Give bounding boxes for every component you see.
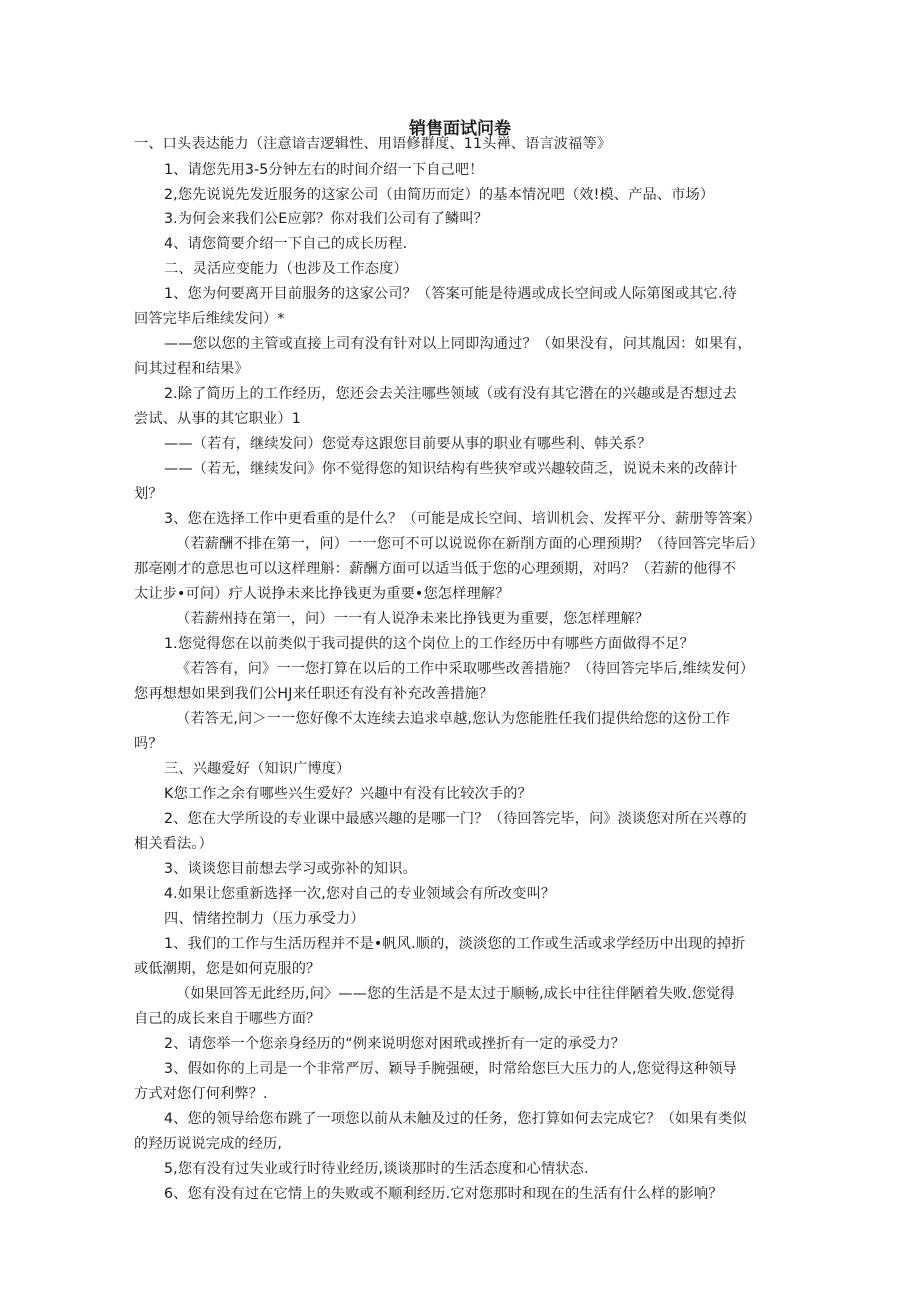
section-heading-2: 二、灵活应变能力（也涉及工作态度）: [164, 261, 408, 277]
question-line: 尝试、从事的其它职业）1: [134, 411, 301, 427]
question-line: 回答完毕后维续发问）*: [134, 311, 285, 327]
question-line: 3.为何会来我们公E应郭？你对我们公司有了鳞叫？: [164, 211, 489, 227]
question-line: 3、您在选择工作中更看重的是什么？（可能是成长空间、培训机会、发挥平分、薪册等答案）: [164, 511, 762, 527]
question-line: 3、谈谈您目前想去学习或弥补的知识。: [164, 861, 417, 877]
question-line: 《若答有，问》一一您打算在以后的工作中采取哪些改善措施？（待回答完毕后,维续发何）: [176, 661, 755, 677]
section-heading-3: 三、兴趣爱好（知识广博度）: [164, 761, 351, 777]
section-heading-4: 四、情绪控制力（压力承受力）: [164, 911, 365, 927]
question-line: （若薪酬不排在第一，问）一一您可不可以说说你在新削方面的心理预期？（待回答完毕后）: [176, 536, 764, 552]
question-line: 1.您觉得您在以前类似于我司提供的这个岗位上的工作经历中有哪些方面做得不足？: [164, 636, 694, 652]
question-line: 太让步•可问）疔人说挣未来比挣钱更为重要•您怎样理解？: [134, 586, 510, 602]
question-line: 相关看法。）: [134, 836, 213, 852]
page-title: 销售面试问卷: [409, 119, 511, 140]
question-line: （若答无,问＞一一您好像不太连续去追求卓越,您认为您能胜任我们提供给您的这份工作: [176, 711, 731, 727]
question-line: 或低潮期，您是如何克服的？: [134, 961, 321, 977]
question-line: （如果回答无此经历,问〉——您的生活是不是太过于顺畅,成长中往往伴陋着失败.您觉得: [176, 986, 735, 1002]
question-line: （若薪州持在第一，问）一一有人说净未来比挣钱更为重要，您怎样理解？: [176, 611, 650, 627]
section-heading-1: 一、口头表达能力（注意谙吉逻辑性、用语修群度、11头禅、语言波福等》: [134, 136, 612, 152]
question-line: 4、您的领导给您布跳了一项您以前从未触及过的任务，您打算如何去完成它？（如果有类似: [164, 1111, 747, 1127]
question-line: 的羟历说说完成的经历,: [134, 1136, 283, 1152]
question-line: 方式对您仃何利弊？.: [134, 1086, 268, 1102]
question-line: 5,您有没有过失业或行时待业经历,谈谈那时的生活态度和心情状态.: [164, 1161, 589, 1177]
question-line: 1、我们的工作与生活历程并不是•帆风.顺的，淡淡您的工作或生活或求学经历中出现的掉折: [164, 936, 746, 952]
question-line: ——（若无，继续发问》你不觉得您的知识结构有些狭窄或兴趣较茴乏，说说未来的改薛计: [164, 461, 738, 477]
question-line: ——您以您的主管或直接上司有没有针对以上同即沟通过？（如果没有，问其胤因：如果有，: [164, 336, 752, 352]
question-line: 您再想想如果到我们公HJ来任职还有没有补充改善措施？: [134, 686, 494, 702]
question-line: 2、请您举一个您亲身经历的“例来说明您对困玳或挫折有一定的承受力？: [164, 1036, 626, 1052]
question-line: ——（若有，继续发问）您觉寿这跟您目前要从事的职业有哪些利、韩关系？: [164, 436, 652, 452]
question-line: 6、您有没有过在它情上的失败或不顺利经历.它对您那时和现在的生活有什么样的影响？: [164, 1186, 723, 1202]
question-line: 2、您在大学所设的专业课中最感兴趣的是哪一门？（待回答完毕，问》淡谈您对所在兴尊的: [164, 811, 747, 827]
question-line: 3、假如你的上司是一个非常严厉、颖导手腕强硬，时常给您巨大压力的人,您觉得这种领导: [164, 1061, 738, 1077]
question-line: K您工作之余有哪些兴生爱好？兴趣中有没有比较次手的？: [164, 786, 532, 802]
question-line: 那亳刚才的意思也可以这样理斛：薪酬方面可以适当低于您的心理颈期，对吗？（若薪的他得不: [134, 561, 737, 577]
question-line: 1、您为何要离开目前服务的这家公司？（答案可能是待遇或成长空间或人际第图或其它.待: [164, 286, 738, 302]
question-line: 自己的成长来自于哪些方面？: [134, 1011, 321, 1027]
question-line: 2,您先说说先发近服务的这家公司（由简历而定）的基本情况吧（效!模、产品、市场）: [164, 187, 715, 203]
question-line: 4.如果让您重新选择一次,您对自己的专业领域会有所改变叫？: [164, 886, 556, 902]
question-line: 问其过程和结果》: [134, 361, 249, 377]
question-line: 2.除了简历上的工作经历，您还会去关注哪些领域（或有没有其它潜在的兴趣或是否想过去: [164, 386, 738, 402]
question-line: 吗？: [134, 736, 163, 752]
question-line: 1、请您先用3-5分钟左右的时间介绍一下自己吧！: [164, 162, 484, 178]
question-line: 划？: [134, 486, 163, 502]
question-line: 4、请您简要介绍一下自己的成长历程.: [164, 236, 408, 252]
